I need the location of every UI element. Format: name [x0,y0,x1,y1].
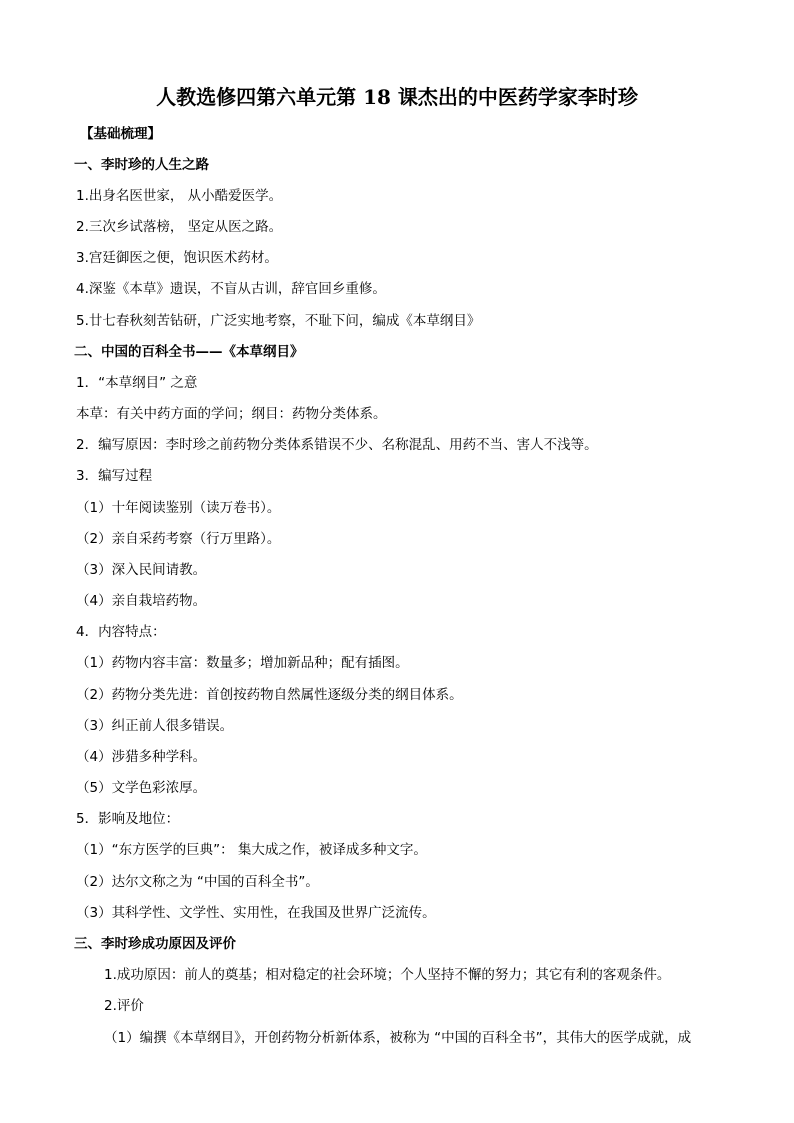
list-item: 3.宫廷御医之便，饱识医术药材。 [76,250,278,266]
list-item: （1）药物内容丰富：数量多；增加新品种；配有插图。 [76,655,409,671]
list-item: （4）亲自栽培药物。 [76,593,207,609]
list-item: （5）文学色彩浓厚。 [76,780,207,796]
section-1-heading: 一、李时珍的人生之路 [74,157,209,173]
list-item: （2）达尔文称之为 “中国的百科全书”。 [76,874,319,890]
list-item: （1）编撰《本草纲目》，开创药物分析新体系，被称为 “中国的百科全书”，其伟大的医学成就，成 [104,1030,692,1046]
list-item: （4）涉猎多种学科。 [76,749,207,765]
list-item: （2）药物分类先进：首创按药物自然属性逐级分类的纲目体系。 [76,687,463,703]
list-item: 5.廿七春秋刻苦钻研，广泛实地考察，不耻下问，编成《本草纲目》 [76,313,481,329]
list-item: 1．“本草纲目” 之意 [76,375,198,391]
list-item: （3）纠正前人很多错误。 [76,718,234,734]
list-item: 4．内容特点： [76,624,166,640]
list-item: 4.深鉴《本草》遗误，不盲从古训，辞官回乡重修。 [76,281,386,297]
list-item: （1）“东方医学的巨典”： 集大成之作，被译成多种文字。 [76,842,427,858]
list-item: 2.评价 [104,998,144,1014]
basic-review-heading: 【基础梳理】 [80,126,161,142]
section-2-heading: 二、中国的百科全书——《本草纲目》 [74,344,304,360]
list-item: 本草：有关中药方面的学问；纲目：药物分类体系。 [76,406,387,422]
list-item: （2）亲自采药考察（行万里路）。 [76,531,281,547]
list-item: 5．影响及地位： [76,811,180,827]
list-item: 1.成功原因：前人的奠基；相对稳定的社会环境；个人坚持不懈的努力；其它有利的客观条件。 [104,967,671,983]
list-item: 3．编写过程 [76,468,153,484]
list-item: 1.出身名医世家， 从小酷爱医学。 [76,188,283,204]
list-item: （1）十年阅读鉴别（读万卷书）。 [76,500,281,516]
page-title: 人教选修四第六单元第 18 课杰出的中医药学家李时珍 [156,85,638,109]
section-3-heading: 三、李时珍成功原因及评价 [74,936,236,952]
list-item: 2.三次乡试落榜， 坚定从医之路。 [76,219,283,235]
list-item: 2．编写原因：李时珍之前药物分类体系错误不少、名称混乱、用药不当、害人不浅等。 [76,437,598,453]
list-item: （3）深入民间请教。 [76,562,207,578]
list-item: （3）其科学性、文学性、实用性，在我国及世界广泛流传。 [76,905,436,921]
